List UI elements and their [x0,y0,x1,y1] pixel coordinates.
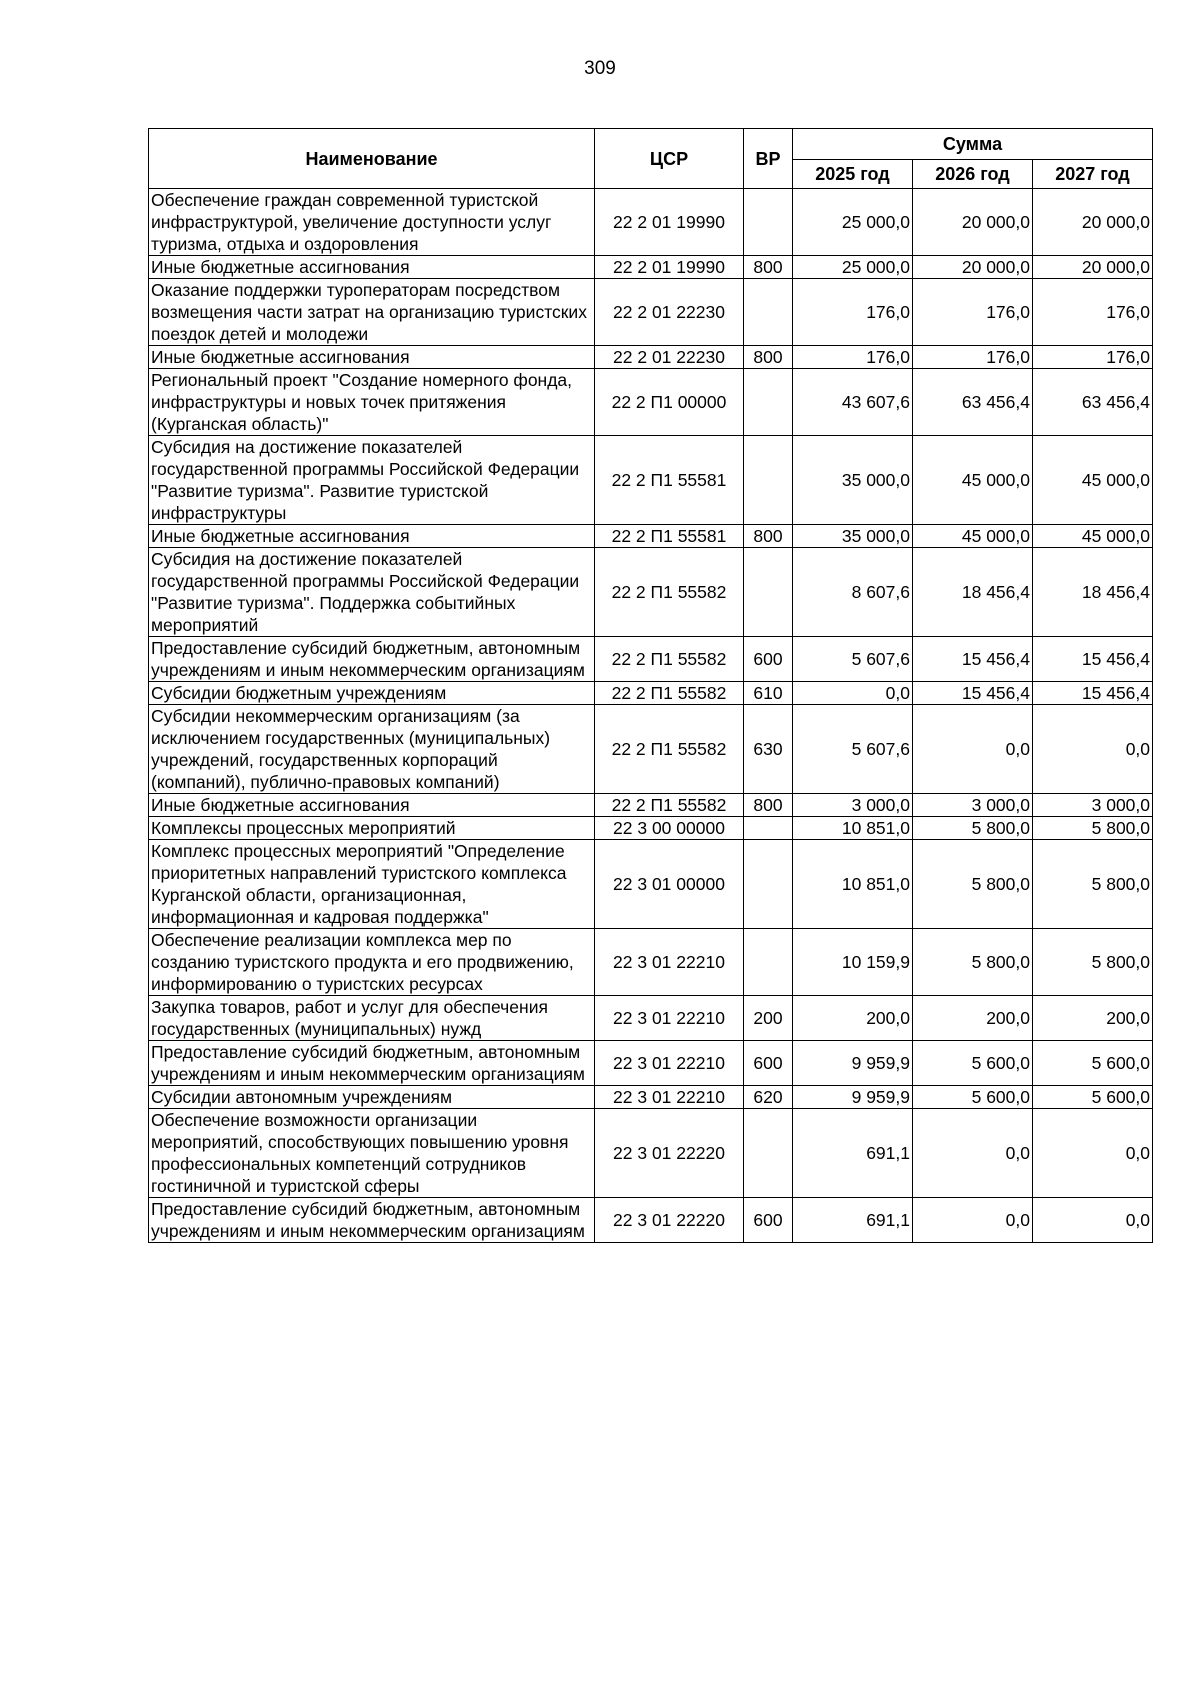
cell-2027: 5 800,0 [1033,840,1153,929]
cell-2026: 5 800,0 [913,817,1033,840]
table-row [149,840,1153,929]
cell-2026: 5 800,0 [913,840,1033,929]
cell-vr [744,548,793,637]
table-row [149,1198,1153,1243]
cell-name: Региональный проект "Создание номерного фонда, инфраструктуры и новых точек притяжения (Курганская область)" [149,369,595,436]
cell-2026: 15 456,4 [913,637,1033,682]
cell-csr: 22 2 П1 55582 [595,705,744,794]
cell-2027: 0,0 [1033,1109,1153,1198]
cell-2025: 10 159,9 [793,929,913,996]
cell-csr: 22 2 01 19990 [595,189,744,256]
cell-2025: 25 000,0 [793,189,913,256]
table-row [149,1041,1153,1086]
cell-name: Закупка товаров, работ и услуг для обеспечения государственных (муниципальных) нужд [149,996,595,1041]
cell-csr: 22 2 01 22230 [595,346,744,369]
cell-vr [744,369,793,436]
table-row [149,705,1153,794]
cell-csr: 22 3 01 22210 [595,1041,744,1086]
cell-2027: 5 800,0 [1033,929,1153,996]
cell-2025: 0,0 [793,682,913,705]
header-csr: ЦСР [595,129,744,189]
cell-vr [744,929,793,996]
cell-2027: 18 456,4 [1033,548,1153,637]
cell-2026: 5 600,0 [913,1086,1033,1109]
table-row [149,369,1153,436]
cell-name: Субсидия на достижение показателей государственной программы Российской Федерации "Развитие туризма". Поддержка событийных мероприятий [149,548,595,637]
cell-name: Предоставление субсидий бюджетным, автономным учреждениям и иным некоммерческим организациям [149,1198,595,1243]
table-row [149,637,1153,682]
cell-vr: 200 [744,996,793,1041]
cell-name: Комплекс процессных мероприятий "Определение приоритетных направлений туристского комплекса Курганской области, организационная, информационная и кадровая поддержка" [149,840,595,929]
table-row [149,1109,1153,1198]
cell-2025: 25 000,0 [793,256,913,279]
cell-csr: 22 2 П1 00000 [595,369,744,436]
cell-2027: 5 600,0 [1033,1086,1153,1109]
cell-vr: 610 [744,682,793,705]
cell-csr: 22 2 П1 55582 [595,548,744,637]
table-row [149,929,1153,996]
cell-2027: 45 000,0 [1033,525,1153,548]
header-sum: Сумма [793,129,1153,160]
cell-csr: 22 3 01 22220 [595,1109,744,1198]
cell-csr: 22 3 01 22210 [595,1086,744,1109]
cell-2026: 20 000,0 [913,256,1033,279]
cell-vr [744,279,793,346]
cell-2026: 18 456,4 [913,548,1033,637]
cell-2025: 10 851,0 [793,840,913,929]
cell-2027: 5 800,0 [1033,817,1153,840]
cell-vr: 600 [744,637,793,682]
cell-2027: 63 456,4 [1033,369,1153,436]
cell-csr: 22 3 01 22210 [595,996,744,1041]
table-row [149,279,1153,346]
page-number: 309 [584,58,616,79]
cell-vr: 630 [744,705,793,794]
cell-name: Обеспечение реализации комплекса мер по созданию туристского продукта и его продвижению, информированию о туристских ресурсах [149,929,595,996]
cell-csr: 22 2 П1 55582 [595,794,744,817]
cell-2025: 5 607,6 [793,637,913,682]
cell-csr: 22 2 01 22230 [595,279,744,346]
table-row [149,256,1153,279]
table-row [149,1086,1153,1109]
cell-vr [744,817,793,840]
cell-2026: 63 456,4 [913,369,1033,436]
cell-vr: 800 [744,525,793,548]
cell-vr [744,189,793,256]
table-header-row [149,129,1153,160]
budget-table [148,128,1153,1243]
cell-2025: 35 000,0 [793,436,913,525]
table-row [149,525,1153,548]
table-body [149,189,1153,1243]
cell-2025: 3 000,0 [793,794,913,817]
cell-csr: 22 3 01 00000 [595,840,744,929]
cell-csr: 22 3 01 22220 [595,1198,744,1243]
cell-2027: 5 600,0 [1033,1041,1153,1086]
cell-2026: 5 800,0 [913,929,1033,996]
cell-name: Субсидии бюджетным учреждениям [149,682,595,705]
cell-vr [744,1109,793,1198]
cell-2025: 8 607,6 [793,548,913,637]
cell-2025: 691,1 [793,1198,913,1243]
table-row [149,682,1153,705]
cell-2025: 176,0 [793,346,913,369]
cell-name: Иные бюджетные ассигнования [149,346,595,369]
cell-vr: 620 [744,1086,793,1109]
cell-2027: 45 000,0 [1033,436,1153,525]
cell-name: Субсидии некоммерческим организациям (за исключением государственных (муниципальных) учреждений, государственных корпораций (компаний), публично-правовых компаний) [149,705,595,794]
cell-2027: 176,0 [1033,346,1153,369]
cell-vr [744,840,793,929]
cell-2027: 20 000,0 [1033,256,1153,279]
cell-vr: 600 [744,1041,793,1086]
cell-2025: 200,0 [793,996,913,1041]
cell-2026: 20 000,0 [913,189,1033,256]
cell-2025: 9 959,9 [793,1086,913,1109]
table-row [149,996,1153,1041]
cell-2025: 43 607,6 [793,369,913,436]
cell-name: Субсидия на достижение показателей государственной программы Российской Федерации "Развитие туризма". Развитие туристской инфраструктуры [149,436,595,525]
table-row [149,436,1153,525]
cell-2025: 35 000,0 [793,525,913,548]
table-row [149,817,1153,840]
header-2026: 2026 год [913,160,1033,189]
cell-2025: 5 607,6 [793,705,913,794]
header-vr: ВР [744,129,793,189]
cell-name: Предоставление субсидий бюджетным, автономным учреждениям и иным некоммерческим организациям [149,637,595,682]
cell-name: Иные бюджетные ассигнования [149,256,595,279]
cell-csr: 22 3 00 00000 [595,817,744,840]
cell-2027: 3 000,0 [1033,794,1153,817]
cell-2026: 15 456,4 [913,682,1033,705]
cell-name: Обеспечение возможности организации мероприятий, способствующих повышению уровня профессиональных компетенций сотрудников гостиничной и туристской сферы [149,1109,595,1198]
cell-2026: 45 000,0 [913,525,1033,548]
cell-csr: 22 2 П1 55582 [595,637,744,682]
cell-name: Комплексы процессных мероприятий [149,817,595,840]
table-row [149,346,1153,369]
cell-csr: 22 2 П1 55581 [595,436,744,525]
cell-vr [744,436,793,525]
cell-vr: 800 [744,346,793,369]
cell-2027: 0,0 [1033,1198,1153,1243]
cell-vr: 600 [744,1198,793,1243]
cell-name: Оказание поддержки туроператорам посредством возмещения части затрат на организацию туристских поездок детей и молодежи [149,279,595,346]
cell-2026: 200,0 [913,996,1033,1041]
header-2025: 2025 год [793,160,913,189]
cell-2026: 3 000,0 [913,794,1033,817]
header-2027: 2027 год [1033,160,1153,189]
cell-name: Обеспечение граждан современной туристской инфраструктурой, увеличение доступности услуг туризма, отдыха и оздоровления [149,189,595,256]
cell-2027: 0,0 [1033,705,1153,794]
cell-2026: 5 600,0 [913,1041,1033,1086]
cell-csr: 22 2 П1 55582 [595,682,744,705]
cell-2025: 691,1 [793,1109,913,1198]
table-row [149,189,1153,256]
cell-2026: 0,0 [913,1198,1033,1243]
cell-name: Иные бюджетные ассигнования [149,794,595,817]
cell-name: Субсидии автономным учреждениям [149,1086,595,1109]
cell-2026: 45 000,0 [913,436,1033,525]
cell-2026: 176,0 [913,346,1033,369]
cell-name: Иные бюджетные ассигнования [149,525,595,548]
cell-2025: 9 959,9 [793,1041,913,1086]
cell-vr: 800 [744,794,793,817]
cell-vr: 800 [744,256,793,279]
cell-2027: 200,0 [1033,996,1153,1041]
table-row [149,548,1153,637]
cell-name: Предоставление субсидий бюджетным, автономным учреждениям и иным некоммерческим организациям [149,1041,595,1086]
cell-2027: 15 456,4 [1033,682,1153,705]
cell-2026: 176,0 [913,279,1033,346]
cell-2027: 176,0 [1033,279,1153,346]
cell-2025: 176,0 [793,279,913,346]
cell-2026: 0,0 [913,1109,1033,1198]
cell-2026: 0,0 [913,705,1033,794]
cell-2027: 15 456,4 [1033,637,1153,682]
header-name: Наименование [149,129,595,189]
cell-2027: 20 000,0 [1033,189,1153,256]
cell-csr: 22 3 01 22210 [595,929,744,996]
table-row [149,794,1153,817]
cell-csr: 22 2 01 19990 [595,256,744,279]
cell-csr: 22 2 П1 55581 [595,525,744,548]
cell-2025: 10 851,0 [793,817,913,840]
